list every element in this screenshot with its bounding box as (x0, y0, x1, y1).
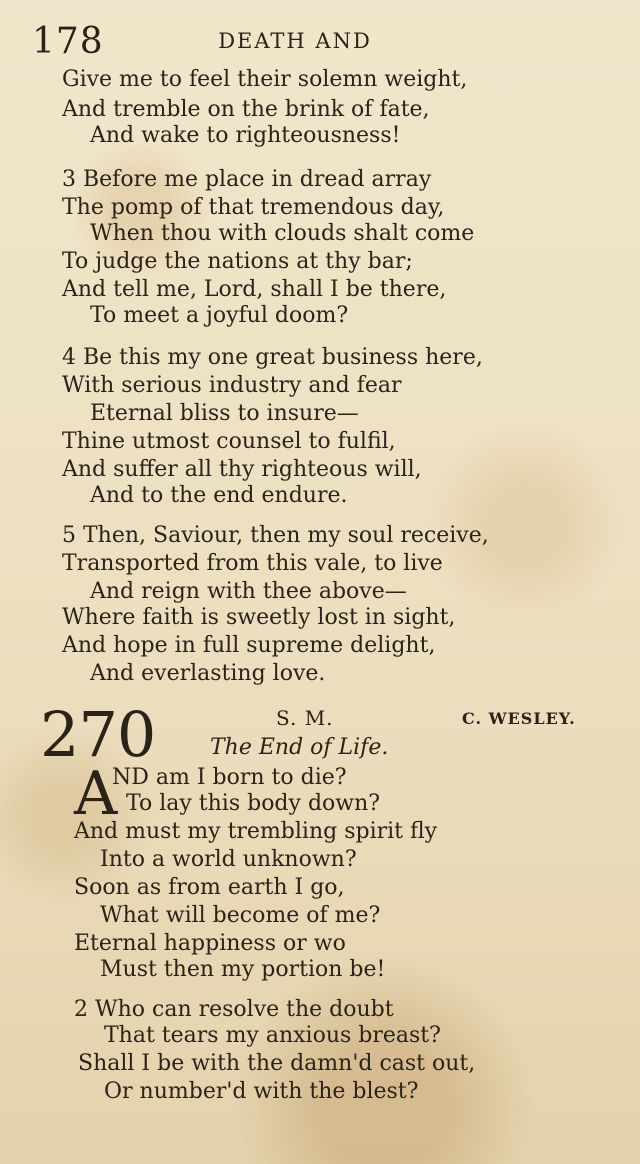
verse-line: With serious industry and fear (62, 373, 402, 398)
verse-line: Or number'd with the blest? (104, 1079, 419, 1104)
verse-line: 2 Who can resolve the doubt (74, 997, 394, 1022)
verse-line: Shall I be with the damn'd cast out, (78, 1051, 476, 1076)
page-header (0, 20, 640, 64)
verse-line: What will become of me? (100, 903, 381, 928)
hymn-meter: S. M. (276, 706, 334, 730)
verse-line: Give me to feel their solemn weight, (62, 67, 468, 92)
verse-line: Eternal bliss to insure— (90, 401, 359, 426)
verse-line: And must my trembling spirit fly (74, 819, 438, 844)
hymn-title: The End of Life. (210, 735, 389, 760)
hymn-number: 270 (40, 698, 156, 771)
verse-line: And to the end endure. (90, 483, 348, 508)
verse-line: 5 Then, Saviour, then my soul receive, (62, 523, 489, 548)
verse-line: And everlasting love. (90, 661, 326, 686)
verse-line: And wake to righteousness! (90, 123, 401, 148)
verse-line: Into a world unknown? (100, 847, 357, 872)
verse-line: And hope in full supreme delight, (62, 633, 436, 658)
page-number: 178 (32, 21, 104, 62)
verse-line: And suffer all thy righteous will, (62, 457, 422, 482)
verse-line: Eternal happiness or wo (74, 931, 346, 956)
drop-cap: A (74, 759, 118, 829)
hymn-author: C. WESLEY. (462, 709, 576, 728)
verse-line: The pomp of that tremendous day, (62, 195, 445, 220)
verse-line: To lay this body down? (126, 791, 381, 816)
verse-line: And reign with thee above— (90, 579, 407, 604)
verse-line: Soon as from earth I go, (74, 875, 345, 900)
verse-line: 3 Before me place in dread array (62, 167, 432, 192)
verse-line: Thine utmost counsel to fulfil, (62, 429, 396, 454)
verse-line: And tremble on the brink of fate, (62, 97, 430, 122)
verse-line: To meet a joyful doom? (90, 303, 349, 328)
verse-line: Where faith is sweetly lost in sight, (62, 605, 456, 630)
verse-line: When thou with clouds shalt come (90, 221, 475, 246)
verse-line: That tears my anxious breast? (104, 1023, 441, 1048)
verse-line: To judge the nations at thy bar; (62, 249, 413, 274)
running-title: DEATH AND (218, 29, 372, 53)
verse-line: And tell me, Lord, shall I be there, (62, 277, 447, 302)
verse-line: ND am I born to die? (112, 765, 347, 790)
verse-line: Transported from this vale, to live (62, 551, 443, 576)
verse-line: Must then my portion be! (100, 957, 386, 982)
verse-line: 4 Be this my one great business here, (62, 345, 483, 370)
